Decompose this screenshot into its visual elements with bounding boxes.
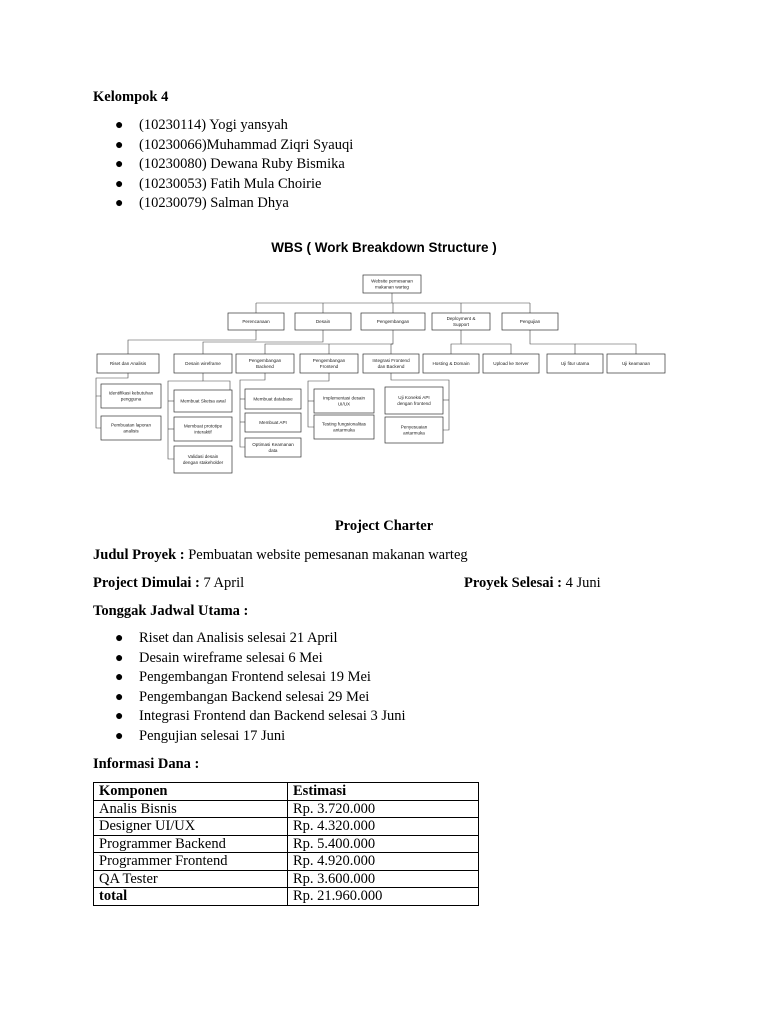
wbs-subtask-node <box>385 417 443 443</box>
wbs-box-label: Pengembangan <box>312 358 346 364</box>
wbs-subtask-node <box>101 416 161 440</box>
wbs-connector <box>575 344 636 354</box>
wbs-title: WBS ( Work Breakdown Structure ) <box>271 240 497 255</box>
wbs-connector <box>203 373 230 390</box>
wbs-connector <box>96 396 101 428</box>
wbs-subtask-node <box>245 389 301 409</box>
wbs-box-label: dan Backend <box>377 364 405 370</box>
bullet-icon: ● <box>115 118 124 133</box>
selesai-label: Proyek Selesai : <box>464 575 562 591</box>
wbs-box-label: Upload ke Server <box>493 361 529 367</box>
dana-table <box>93 782 479 906</box>
milestone-heading: Tonggak Jadwal Utama : <box>93 603 249 619</box>
mulai-label: Project Dimulai : <box>93 575 200 591</box>
table-cell: Rp. 21.960.000 <box>288 888 479 906</box>
wbs-phase-node <box>228 313 284 330</box>
wbs-box-label: antarmuka <box>333 427 355 433</box>
wbs-subtask-node <box>314 415 374 439</box>
table-row <box>94 818 479 836</box>
wbs-box-label: Frontend <box>319 364 339 370</box>
wbs-box-label: Hosting & Domain <box>432 361 470 367</box>
wbs-box-label: Uji keamanan <box>621 361 651 367</box>
bullet-icon: ● <box>115 631 124 646</box>
wbs-task-node <box>300 354 358 373</box>
wbs-box-label: Validasi desain <box>187 454 219 460</box>
table-cell: total <box>94 888 288 906</box>
wbs-subtask-node <box>314 389 374 413</box>
wbs-box-label: Integrasi Frontend <box>372 358 410 364</box>
wbs-phase-node <box>432 313 490 330</box>
wbs-phase-node <box>361 313 425 330</box>
wbs-box-label: Deployment & <box>446 316 476 322</box>
list-item: ● Pengembangan Frontend selesai 19 Mei <box>93 668 406 688</box>
wbs-box-label: Pengujian <box>519 319 541 325</box>
wbs-phase-node <box>502 313 558 330</box>
list-item: ● (10230114) Yogi yansyah <box>93 116 353 136</box>
wbs-box-label: makanan warteg <box>375 284 409 290</box>
table-total-row <box>94 888 479 906</box>
wbs-box-label: interaktif <box>194 429 212 435</box>
wbs-box-label: Perencanaan <box>242 319 270 325</box>
list-item: ● Desain wireframe selesai 6 Mei <box>93 649 406 669</box>
table-header-cell: Komponen <box>94 783 288 801</box>
list-item: ● Riset dan Analisis selesai 21 April <box>93 629 406 649</box>
wbs-box-label: Desain <box>315 319 331 325</box>
wbs-box-label: Membuat database <box>253 396 293 402</box>
milestone-list <box>93 629 406 747</box>
wbs-box-label: Desain wireframe <box>185 361 221 367</box>
wbs-box-label: Website pemesanan <box>371 278 413 284</box>
bullet-icon: ● <box>115 709 124 725</box>
wbs-box-label: Penyesuaian <box>400 424 428 430</box>
wbs-task-node <box>174 354 232 373</box>
wbs-box-label: dengan frontend <box>397 401 431 407</box>
wbs-root-node <box>363 275 421 293</box>
wbs-task-node <box>607 354 665 373</box>
wbs-box-label: data <box>268 448 278 454</box>
wbs-box-label: Membuat Sketsa awal <box>180 398 226 404</box>
table-cell: Rp. 3.600.000 <box>288 870 479 888</box>
wbs-subtask-node <box>174 446 232 473</box>
wbs-box-label: Pembuatan laporan <box>110 422 152 428</box>
bullet-icon: ● <box>115 650 124 666</box>
bullet-icon: ● <box>115 157 124 173</box>
wbs-task-node <box>423 354 479 373</box>
judul-label: Judul Proyek : <box>93 547 185 563</box>
list-item: ● (10230053) Fatih Mula Choirie <box>93 175 353 195</box>
bullet-icon: ● <box>115 137 124 153</box>
wbs-box-label: Pengembangan <box>248 358 282 364</box>
wbs-phase-node <box>295 313 351 330</box>
table-header-row <box>94 783 479 801</box>
wbs-connector <box>240 373 265 447</box>
charter-title: Project Charter <box>334 518 434 534</box>
table-header-cell: Estimasi <box>288 783 479 801</box>
wbs-connector <box>451 330 461 354</box>
wbs-box-label: antarmuka <box>403 430 425 436</box>
wbs-task-node <box>483 354 539 373</box>
mulai-value: 7 April <box>199 575 245 591</box>
table-cell: Programmer Frontend <box>94 853 288 871</box>
table-row <box>94 835 479 853</box>
wbs-box-label: Testing fungsionalitas <box>322 421 366 427</box>
list-item: ● (10230066)Muhammad Ziqri Syauqi <box>93 136 353 156</box>
wbs-box-label: Membuat API <box>259 420 287 426</box>
wbs-subtask-node <box>245 438 301 457</box>
table-row <box>94 853 479 871</box>
wbs-task-node <box>236 354 294 373</box>
wbs-subtask-node <box>245 413 301 432</box>
wbs-box-label: Backend <box>256 364 274 370</box>
wbs-box-label: analisis <box>123 428 139 434</box>
wbs-subtask-node <box>101 384 161 408</box>
list-item: ● (10230080) Dewana Ruby Bismika <box>93 155 353 175</box>
wbs-box-label: Support <box>452 322 470 328</box>
judul-value: Pembuatan website pemesanan makanan warteg <box>184 547 468 563</box>
wbs-box-label: Identifikasi kebutuhan <box>108 390 154 396</box>
wbs-box-label: Uji Koneksi API <box>398 395 430 401</box>
wbs-subtask-node <box>174 417 232 441</box>
table-cell: QA Tester <box>94 870 288 888</box>
bullet-icon: ● <box>115 728 124 744</box>
group-heading: Kelompok 4 <box>93 89 169 105</box>
table-cell: Rp. 4.920.000 <box>288 853 479 871</box>
table-cell: Rp. 3.720.000 <box>288 800 479 818</box>
wbs-box-label: pengguna <box>120 396 142 402</box>
wbs-connector <box>461 344 511 354</box>
table-cell: Rp. 4.320.000 <box>288 818 479 836</box>
wbs-box-label: Implementasi desain <box>322 395 366 401</box>
bullet-icon: ● <box>115 196 124 212</box>
table-row <box>94 800 479 818</box>
list-item: ● Pengembangan Backend selesai 29 Mei <box>93 688 406 708</box>
wbs-box-label: Pengembangan <box>376 319 410 325</box>
table-cell: Programmer Backend <box>94 835 288 853</box>
wbs-connector <box>203 330 323 354</box>
wbs-box-label: Membuat prototipe <box>183 423 223 429</box>
bullet-icon: ● <box>115 689 124 705</box>
wbs-task-node <box>547 354 603 373</box>
project-start <box>93 574 244 592</box>
table-cell: Rp. 5.400.000 <box>288 835 479 853</box>
wbs-subtask-node <box>385 387 443 414</box>
wbs-box-label: Uji fitur utama <box>560 361 590 367</box>
judul-proyek <box>93 546 468 564</box>
wbs-box-label: UI/UX <box>337 401 351 407</box>
list-item: ● (10230079) Salman Dhya <box>93 194 353 214</box>
wbs-subtask-node <box>174 390 232 412</box>
selesai-value: 4 Juni <box>562 575 601 591</box>
bullet-icon: ● <box>115 670 124 686</box>
table-cell: Designer UI/UX <box>94 818 288 836</box>
project-end <box>464 574 601 592</box>
wbs-connector <box>168 401 174 459</box>
wbs-box-label: Optimasi Keamanan <box>252 442 294 448</box>
wbs-box-label: dengan stakeholder <box>182 460 224 466</box>
wbs-task-node <box>97 354 159 373</box>
wbs-task-node <box>363 354 419 373</box>
list-item: ● Pengujian selesai 17 Juni <box>93 727 406 747</box>
list-item: ● Integrasi Frontend dan Backend selesai 3 Juni <box>93 707 406 727</box>
dana-heading: Informasi Dana : <box>93 756 200 772</box>
wbs-box-label: Riset dan Analisis <box>109 361 147 367</box>
table-row <box>94 870 479 888</box>
table-cell: Analis Bisnis <box>94 800 288 818</box>
bullet-icon: ● <box>115 176 124 192</box>
wbs-connector <box>530 330 575 354</box>
